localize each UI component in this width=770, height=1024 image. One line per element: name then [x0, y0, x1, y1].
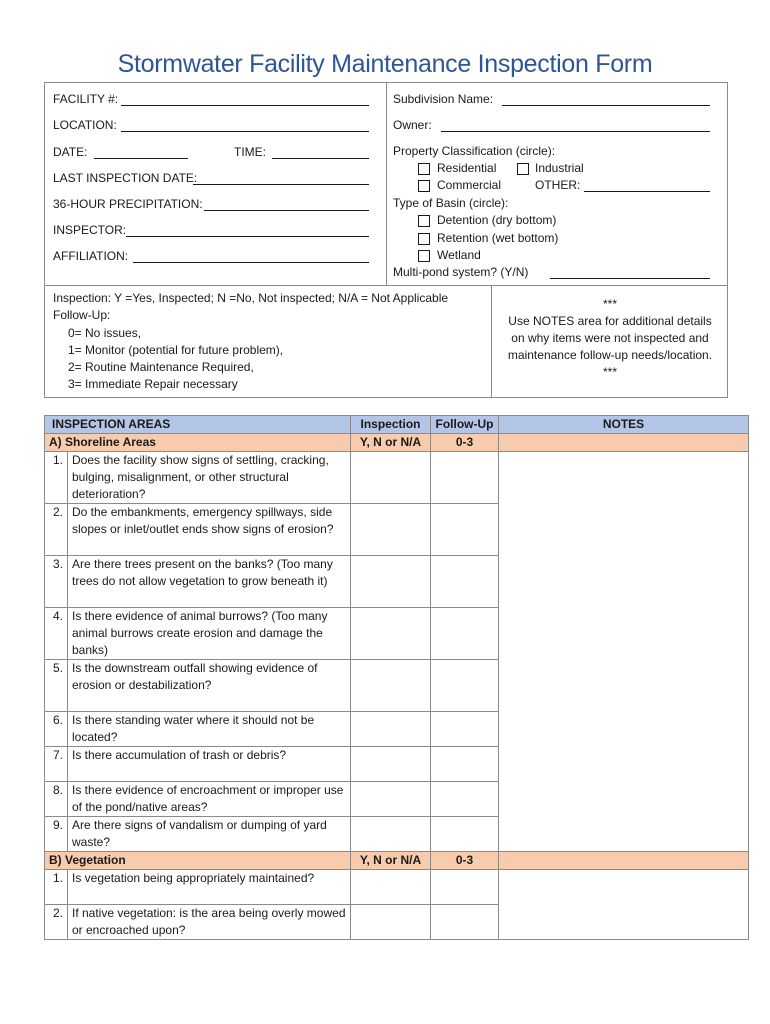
table-row	[45, 870, 749, 905]
notes-instruction-line: maintenance follow-up needs/location.	[507, 348, 713, 362]
followup-hint: 0-3	[431, 852, 499, 870]
inspection-cell[interactable]	[351, 712, 431, 747]
item-question: Does the facility show signs of settling, cracking, bulging, misalignment, or other structural deterioration?	[68, 452, 351, 504]
retention-checkbox[interactable]	[418, 233, 430, 245]
notes-instruction-line: ***	[602, 365, 617, 379]
inspection-cell[interactable]	[351, 817, 431, 852]
notes-cell-vegetation[interactable]	[499, 870, 749, 940]
followup-cell[interactable]	[431, 712, 499, 747]
item-number: 3.	[45, 556, 68, 608]
property-class-label: Property Classification (circle):	[393, 144, 556, 158]
item-question: Are there signs of vandalism or dumping of yard waste?	[68, 817, 351, 852]
followup-header: Follow-Up	[431, 416, 499, 434]
section-row-vegetation	[45, 852, 749, 870]
followup-legend-label: Follow-Up:	[53, 308, 111, 322]
facility-field[interactable]	[121, 105, 369, 106]
item-question: Do the embankments, emergency spillways, side slopes or inlet/outlet ends show signs of erosion?	[68, 504, 351, 556]
inspection-legend: Inspection: Y =Yes, Inspected; N =No, Not inspected; N/A = Not Applicable	[53, 291, 449, 305]
item-number: 1.	[45, 870, 68, 905]
owner-label: Owner:	[393, 118, 432, 132]
last-inspection-label: LAST INSPECTION DATE:	[53, 171, 198, 185]
affiliation-field[interactable]	[133, 262, 369, 263]
wetland-label: Wetland	[437, 248, 481, 262]
followup-item: 1= Monitor (potential for future problem),	[68, 343, 284, 357]
section-title: A) Shoreline Areas	[45, 434, 351, 452]
detention-label: Detention (dry bottom)	[437, 213, 557, 227]
section-title: B) Vegetation	[45, 852, 351, 870]
inspection-cell[interactable]	[351, 504, 431, 556]
header-info-box	[44, 82, 728, 286]
followup-cell[interactable]	[431, 782, 499, 817]
subdivision-field[interactable]	[502, 105, 710, 106]
precipitation-label: 36-HOUR PRECIPITATION:	[53, 197, 203, 211]
table-header-row	[45, 416, 749, 434]
residential-checkbox[interactable]	[418, 163, 430, 175]
notes-instruction-line: Use NOTES area for additional details	[508, 314, 712, 328]
inspection-header: Inspection	[351, 416, 431, 434]
notes-cell-shoreline[interactable]	[499, 452, 749, 852]
date-field[interactable]	[94, 158, 188, 159]
industrial-checkbox[interactable]	[517, 163, 529, 175]
legend-box	[44, 286, 728, 398]
item-number: 5.	[45, 660, 68, 712]
other-field[interactable]	[584, 191, 710, 192]
subdivision-label: Subdivision Name:	[393, 92, 494, 106]
affiliation-label: AFFILIATION:	[53, 249, 129, 263]
time-field[interactable]	[272, 158, 369, 159]
followup-cell[interactable]	[431, 660, 499, 712]
table-row	[45, 452, 749, 504]
basin-type-label: Type of Basin (circle):	[393, 196, 509, 210]
multipond-field[interactable]	[550, 278, 710, 279]
notes-instructions	[492, 296, 728, 381]
followup-hint: 0-3	[431, 434, 499, 452]
item-question: Is the downstream outfall showing evidence of erosion or destabilization?	[68, 660, 351, 712]
date-label: DATE:	[53, 145, 88, 159]
precipitation-field[interactable]	[204, 210, 369, 211]
followup-item: 2= Routine Maintenance Required,	[68, 360, 254, 374]
facility-label: FACILITY #:	[53, 92, 119, 106]
item-question: Is there evidence of animal burrows? (Too many animal burrows create erosion and damage the banks)	[68, 608, 351, 660]
followup-cell[interactable]	[431, 870, 499, 905]
inspector-label: INSPECTOR:	[53, 223, 127, 237]
other-label: OTHER:	[535, 178, 581, 192]
item-number: 6.	[45, 712, 68, 747]
item-number: 2.	[45, 905, 68, 940]
header-divider	[386, 83, 387, 285]
item-question: Is there evidence of encroachment or improper use of the pond/native areas?	[68, 782, 351, 817]
section-notes-cell	[499, 852, 749, 870]
item-number: 2.	[45, 504, 68, 556]
areas-header: INSPECTION AREAS	[45, 416, 351, 434]
followup-item: 3= Immediate Repair necessary	[68, 377, 238, 391]
followup-cell[interactable]	[431, 504, 499, 556]
location-field[interactable]	[121, 131, 369, 132]
inspection-cell[interactable]	[351, 782, 431, 817]
item-question: Is there accumulation of trash or debris?	[68, 747, 351, 782]
followup-cell[interactable]	[431, 452, 499, 504]
followup-cell[interactable]	[431, 556, 499, 608]
inspection-cell[interactable]	[351, 608, 431, 660]
section-notes-cell	[499, 434, 749, 452]
notes-instruction-line: ***	[602, 297, 617, 311]
notes-header: NOTES	[499, 416, 749, 434]
commercial-label: Commercial	[437, 178, 502, 192]
last-inspection-field[interactable]	[193, 184, 369, 185]
time-label: TIME:	[234, 145, 266, 159]
form-title: Stormwater Facility Maintenance Inspection Form	[117, 50, 653, 78]
item-number: 8.	[45, 782, 68, 817]
retention-label: Retention (wet bottom)	[437, 231, 559, 245]
notes-instruction-line: on why items were not inspected and	[511, 331, 709, 345]
detention-checkbox[interactable]	[418, 215, 430, 227]
multipond-label: Multi-pond system? (Y/N)	[393, 265, 529, 279]
item-number: 1.	[45, 452, 68, 504]
followup-cell[interactable]	[431, 747, 499, 782]
residential-label: Residential	[437, 161, 497, 175]
item-number: 9.	[45, 817, 68, 852]
inspection-hint: Y, N or N/A	[351, 434, 431, 452]
inspection-hint: Y, N or N/A	[351, 852, 431, 870]
commercial-checkbox[interactable]	[418, 180, 430, 192]
owner-field[interactable]	[441, 131, 710, 132]
inspector-field[interactable]	[126, 236, 369, 237]
item-question: Is there standing water where it should not be located?	[68, 712, 351, 747]
followup-cell[interactable]	[431, 817, 499, 852]
followup-item: 0= No issues,	[68, 326, 142, 340]
wetland-checkbox[interactable]	[418, 250, 430, 262]
inspection-cell[interactable]	[351, 747, 431, 782]
location-label: LOCATION:	[53, 118, 117, 132]
section-row-shoreline	[45, 434, 749, 452]
item-number: 4.	[45, 608, 68, 660]
inspection-cell[interactable]	[351, 905, 431, 940]
item-number: 7.	[45, 747, 68, 782]
followup-cell[interactable]	[431, 905, 499, 940]
item-question: Is vegetation being appropriately maintained?	[68, 870, 351, 905]
inspection-cell[interactable]	[351, 870, 431, 905]
inspection-table	[44, 415, 749, 940]
inspection-cell[interactable]	[351, 452, 431, 504]
inspection-cell[interactable]	[351, 556, 431, 608]
inspection-cell[interactable]	[351, 660, 431, 712]
followup-cell[interactable]	[431, 608, 499, 660]
item-question: If native vegetation: is the area being overly mowed or encroached upon?	[68, 905, 351, 940]
item-question: Are there trees present on the banks? (Too many trees do not allow vegetation to grow beneath it)	[68, 556, 351, 608]
industrial-label: Industrial	[535, 161, 584, 175]
